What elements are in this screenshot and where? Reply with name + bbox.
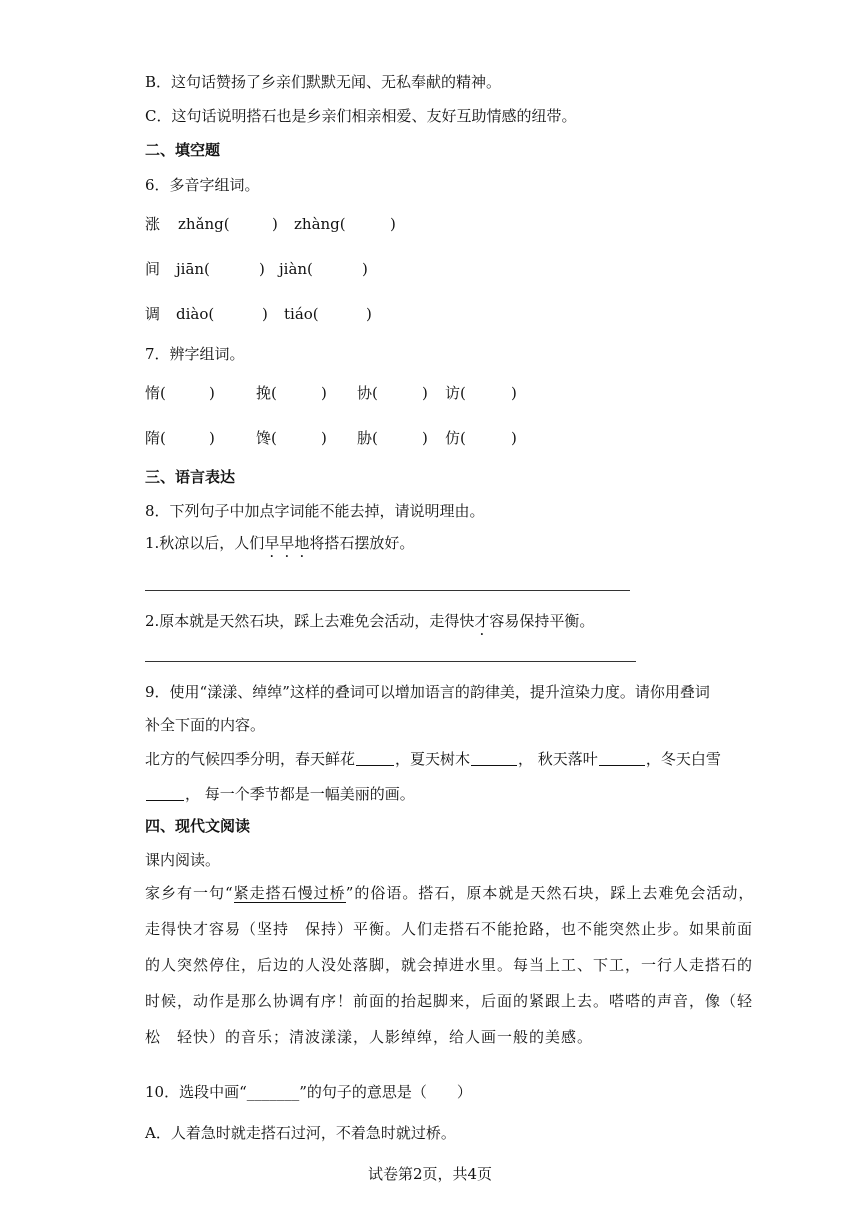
close-paren: ) (321, 384, 327, 402)
sentence-1 (145, 533, 414, 553)
close-paren: ) (366, 305, 372, 323)
passage-line: 时候，动作是那么协调有序！前面的抬起脚来，后面的紧跟上去。嗒嗒的声音，像（轻 (145, 992, 754, 1010)
blank[interactable] (146, 786, 184, 801)
dotted-char: 地 (294, 534, 310, 552)
fill-text: ，夏天树木 (395, 750, 471, 768)
question-8: 8．下列句子中加点字词能不能去掉，请说明理由。 (145, 502, 485, 520)
option-b: B．这句话赞扬了乡亲们默默无闻、无私奉献的精神。 (145, 73, 502, 91)
dotted-char: 才 (474, 612, 490, 630)
pinyin-1: diào( (176, 305, 215, 323)
question-6: 6．多音字组词。 (145, 176, 260, 194)
question-9-line-1: 9．使用“漾漾、绰绰”这样的叠词可以增加语言的韵律美，提升渲染力度。请你用叠词 (145, 683, 710, 701)
pinyin-2: zhàng( (294, 215, 346, 233)
blank[interactable] (599, 751, 645, 766)
blank[interactable] (471, 751, 517, 766)
option-c: C．这句话说明搭石也是乡亲们相亲相爱、友好互助情感的纽带。 (145, 107, 577, 125)
close-paren: ) (422, 384, 428, 402)
section-heading-fill-in: 二、填空题 (145, 141, 221, 159)
passage-line: 的人突然停住，后边的人没处落脚，就会掉进水里。每当上工、下工，一行人走搭石的 (145, 956, 754, 974)
pinyin-2: jiàn( (279, 260, 313, 278)
polyphone-char: 涨 (145, 215, 161, 233)
close-paren: ) (422, 429, 428, 447)
question-9-line-2: 补全下面的内容。 (145, 716, 266, 734)
passage-line: 走得快才容易（坚持 保持）平衡。人们走搭石不能抢路，也不能突然止步。如果前面 (145, 920, 754, 938)
sentence-text: 2.原本就是天然石块，踩上去难免会活动，走得快 (145, 612, 475, 630)
reading-passage (145, 875, 755, 1055)
close-paren: ) (362, 260, 368, 278)
close-paren: ) (262, 305, 268, 323)
question-10-option-a: A．人着急时就走搭石过河，不着急时就过桥。 (145, 1124, 456, 1142)
dotted-char: 早 (264, 534, 280, 552)
blank[interactable] (356, 751, 394, 766)
close-paren: ) (259, 260, 265, 278)
reading-intro: 课内阅读。 (145, 851, 221, 869)
question-7: 7．辨字组词。 (145, 345, 245, 363)
question-10: 10．选段中画“_______”的句子的意思是（ ） (145, 1083, 472, 1101)
polyphone-char: 调 (145, 305, 161, 323)
close-paren: ) (511, 384, 517, 402)
passage-line: 松 轻快）的音乐；清波漾漾，人影绰绰，给人画一般的美感。 (145, 1028, 594, 1046)
answer-line[interactable] (145, 661, 636, 662)
passage-line: 家乡有一句“紧走搭石慢过桥”的俗语。搭石，原本就是天然石块，踩上去难免会活动， (145, 884, 755, 902)
pinyin-2: tiáo( (284, 305, 319, 323)
char-item: 隋( (145, 429, 166, 447)
sentence-text: 将搭石摆放好。 (309, 534, 415, 552)
section-heading-reading: 四、现代文阅读 (145, 817, 251, 835)
fill-text: ，冬天白雪 (645, 750, 721, 768)
char-item: 挽( (256, 384, 277, 402)
fill-sentence-1 (145, 749, 721, 769)
fill-sentence-2 (145, 784, 415, 804)
char-item: 惰( (145, 384, 166, 402)
fill-text: ， 秋天落叶 (518, 750, 598, 768)
sentence-2 (145, 611, 594, 631)
close-paren: ) (321, 429, 327, 447)
page-footer: 试卷第2页，共4页 (367, 1165, 493, 1183)
answer-line[interactable] (145, 590, 630, 591)
sentence-text: 1.秋凉以后，人们 (145, 534, 265, 552)
dotted-char: 早 (279, 534, 295, 552)
section-heading-expression: 三、语言表达 (145, 468, 236, 486)
close-paren: ) (390, 215, 396, 233)
char-item: 馋( (256, 429, 277, 447)
close-paren: ) (209, 384, 215, 402)
char-item: 访( (445, 384, 466, 402)
char-item: 胁( (357, 429, 378, 447)
close-paren: ) (209, 429, 215, 447)
pinyin-1: zhǎng( (178, 215, 230, 233)
close-paren: ) (511, 429, 517, 447)
fill-text: 北方的气候四季分明，春天鲜花 (145, 750, 356, 768)
char-item: 协( (357, 384, 378, 402)
close-paren: ) (272, 215, 278, 233)
fill-text: ， 每一个季节都是一幅美丽的画。 (185, 785, 415, 803)
polyphone-char: 间 (145, 260, 161, 278)
sentence-text: 容易保持平衡。 (489, 612, 595, 630)
char-item: 仿( (445, 429, 466, 447)
underlined-phrase: 紧走搭石慢过桥 (233, 884, 346, 902)
pinyin-1: jiān( (176, 260, 210, 278)
